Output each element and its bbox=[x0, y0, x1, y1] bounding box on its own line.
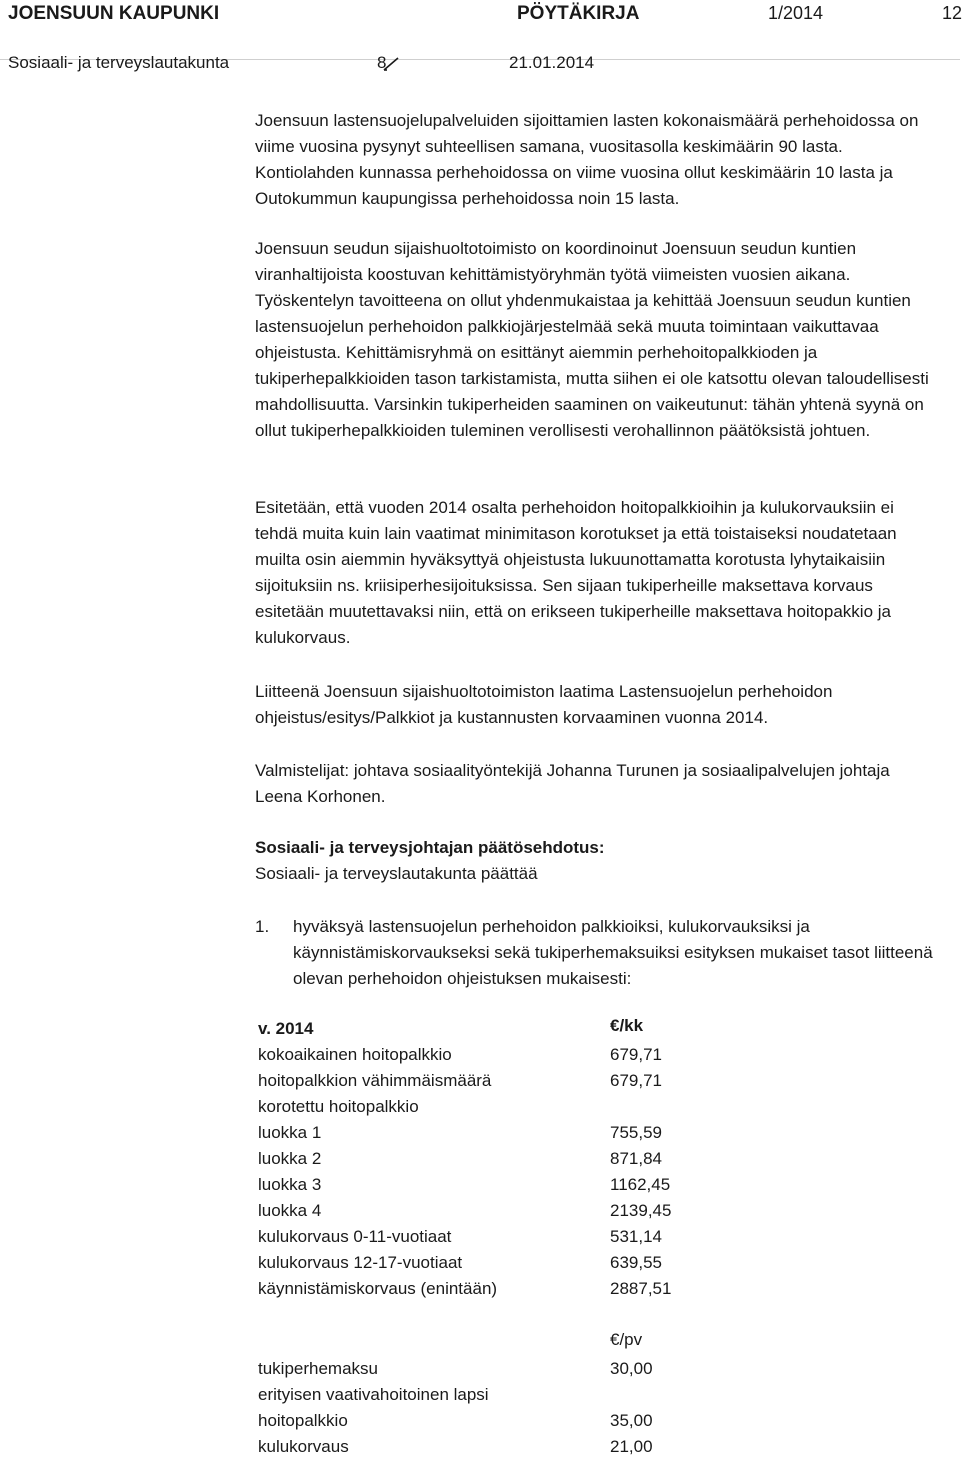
table1-unit: €/kk bbox=[610, 1016, 644, 1035]
item-marker: 1. bbox=[255, 917, 270, 936]
row-value: 35,00 bbox=[610, 1411, 653, 1430]
row-label: tukiperhemaksu bbox=[258, 1359, 379, 1378]
row-value: 755,59 bbox=[610, 1123, 662, 1142]
item-text: hyväksyä lastensuojelun perhehoidon palkkioiksi, kulukorvauksiksi ja käynnistämiskorvaukseksi sekä tukiperhemaksuiksi esityksen mukaiset tasot liitteenä olevan perhehoidon ohjeistuksen mukaisesti: bbox=[293, 917, 933, 988]
row-value: 2139,45 bbox=[610, 1201, 672, 1220]
paragraph-placement-counts: Joensuun lastensuojelupalveluiden sijoittamien lasten kokonaismäärä perhehoidossa on viime vuosina pysynyt suhteellisen samana, vuositasolla keskimäärin 90 lasta. Kontiolahden kunnassa perhehoidossa on viime vuosina ollut keskimäärin 10 lasta ja Outokummun kaupungissa perhehoidossa noin 15 lasta. bbox=[255, 111, 919, 208]
document-type: PÖYTÄKIRJA bbox=[517, 3, 640, 24]
row-label: kulukorvaus 0-11-vuotiaat bbox=[258, 1227, 452, 1246]
row-value: 871,84 bbox=[610, 1149, 662, 1168]
section-number: 8 bbox=[377, 53, 387, 72]
board-name: Sosiaali- ja terveyslautakunta bbox=[8, 53, 230, 72]
paragraph-attachment: Liitteenä Joensuun sijaishuoltotoimiston laatima Lastensuojelun perhehoidon ohjeistus/esitys/Palkkiot ja kustannusten korvaaminen vuonna 2014. bbox=[255, 682, 833, 727]
row-label: luokka 2 bbox=[258, 1149, 322, 1168]
table-year-label: v. 2014 bbox=[258, 1019, 314, 1038]
row-value: 30,00 bbox=[610, 1359, 653, 1378]
row-value: 2887,51 bbox=[610, 1279, 672, 1298]
decision-subheading: Sosiaali- ja terveyslautakunta päättää bbox=[255, 864, 538, 883]
paragraph-proposal: Esitetään, että vuoden 2014 osalta perhehoidon hoitopalkkioihin ja kulukorvauksiin ei tehdä muita kuin lain vaatimat minimitason korotukset ja että toistaiseksi noudatetaan muilta osin aiemmin hyväksyttyä ohjeistusta lukuunottamatta korotusta lyhytaikaisiin sijoituksiin ns. kriisiperhesijoituksissa. Sen sijaan tukiperheille maksettava korvaus esitetään muutettavaksi niin, että on erikseen tukiperheille maksettava hoitopakkio ja kulukorvaus. bbox=[255, 498, 897, 647]
paragraph-working-group: Joensuun seudun sijaishuoltotoimisto on koordinoinut Joensuun seudun kuntien viranhaltijoista koostuvan kehittämistyöryhmän työtä viimeisten vuosien aikana. Työskentelyn tavoitteena on ollut yhdenmukaistaa ja kehittää Joensuun seudun kuntien lastensuojelun perhehoidon palkkiojärjestelmää sekä muuta toimintaan vaikuttavaa ohjeistusta. Kehittämisryhmä on esittänyt aiemmin perhehoitopalkkioden ja tukiperhepalkkioiden tason tarkistamista, mutta siihen ei ole katsottu olevan taloudellisesti mahdollisuutta. Varsinkin tukiperheiden saaminen on vaikeutunut: tähän yhtenä syynä on ollut tukiperhepalkkioiden tuleminen verollisesti verohallinnon päätöksistä johtuen. bbox=[255, 239, 929, 440]
document-subheader bbox=[0, 29, 960, 72]
row-label: kulukorvaus 12-17-vuotiaat bbox=[258, 1253, 463, 1272]
row-label: hoitopalkkio bbox=[258, 1411, 348, 1430]
page-number: 12 bbox=[942, 3, 962, 23]
row-label: käynnistämiskorvaus (enintään) bbox=[258, 1279, 498, 1298]
row-label: kokoaikainen hoitopalkkio bbox=[258, 1045, 452, 1064]
paragraph-preparers: Valmistelijat: johtava sosiaalityöntekijä Johanna Turunen ja sosiaalipalvelujen johtaja Leena Korhonen. bbox=[255, 761, 890, 806]
city-name: JOENSUUN KAUPUNKI bbox=[8, 3, 220, 24]
row-value: 531,14 bbox=[610, 1227, 662, 1246]
table2-unit: €/pv bbox=[610, 1330, 643, 1349]
row-value: 679,71 bbox=[610, 1071, 662, 1090]
row-label: luokka 1 bbox=[258, 1123, 322, 1142]
row-label: luokka 4 bbox=[258, 1201, 322, 1220]
row-label: kulukorvaus bbox=[258, 1437, 349, 1456]
row-label: hoitopalkkion vähimmäismäärä bbox=[258, 1071, 492, 1090]
row-label: erityisen vaativahoitoinen lapsi bbox=[258, 1385, 489, 1404]
document-header bbox=[8, 3, 962, 29]
document-number: 1/2014 bbox=[768, 3, 824, 23]
row-label: luokka 3 bbox=[258, 1175, 322, 1194]
row-value: 679,71 bbox=[610, 1045, 662, 1064]
meeting-date: 21.01.2014 bbox=[509, 53, 595, 72]
row-label: korotettu hoitopalkkio bbox=[258, 1097, 419, 1116]
row-value: 1162,45 bbox=[610, 1175, 671, 1194]
decision-proposal-heading: Sosiaali- ja terveysjohtajan päätösehdotus: bbox=[255, 838, 605, 857]
row-value: 21,00 bbox=[610, 1437, 653, 1456]
row-value: 639,55 bbox=[610, 1253, 662, 1272]
